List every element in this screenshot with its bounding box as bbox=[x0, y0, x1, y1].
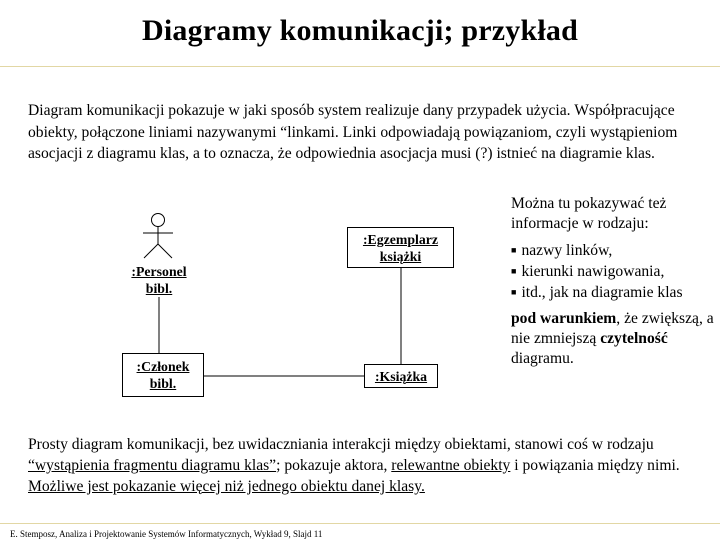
object-egzemplarz-line2: książki bbox=[379, 248, 422, 264]
page-title: Diagramy komunikacji; przykład bbox=[141, 14, 579, 47]
object-czlonek-line2: bibl. bbox=[149, 376, 177, 391]
side-list bbox=[511, 240, 716, 303]
bullet-icon: ■ bbox=[511, 266, 517, 276]
actor-label-line1: :Personel bbox=[131, 264, 187, 279]
object-czlonek bbox=[122, 353, 204, 397]
object-ksiazka-label: :Książka bbox=[374, 368, 428, 384]
side-condition: pod warunkiem, że zwiększą, a nie zmniejszą czytelność diagramu. bbox=[511, 310, 714, 367]
footer-divider bbox=[0, 523, 720, 524]
list-item: ■ nazwy linków, bbox=[511, 242, 613, 259]
bullet-icon: ■ bbox=[511, 287, 517, 297]
object-ksiazka bbox=[364, 364, 438, 388]
object-czlonek-line1: :Członek bbox=[136, 359, 190, 374]
actor-icon bbox=[143, 214, 173, 259]
actor-label-line2: bibl. bbox=[145, 281, 173, 296]
object-egzemplarz bbox=[347, 227, 454, 268]
side-lead: Można tu pokazywać też informacje w rodzaju: bbox=[511, 195, 667, 232]
actor-label bbox=[120, 263, 198, 297]
bullet-icon: ■ bbox=[511, 245, 517, 255]
object-egzemplarz-line1: :Egzemplarz bbox=[362, 231, 439, 247]
summary-paragraph: Prosty diagram komunikacji, bez uwidaczniania interakcji między obiektami, stanowi coś w rodzaju “wystąpienia fragmentu diagramu klas”; pokazuje aktora, relewantne obiekty i powiązania między nimi. Możliwe jest pokazanie więcej niż jednego obiektu danej klasy. bbox=[28, 436, 680, 495]
summary-highlight-1: “wystąpienia fragmentu diagramu klas” bbox=[28, 457, 277, 474]
list-item: ■ itd., jak na diagramie klas bbox=[511, 284, 683, 301]
intro-paragraph: Diagram komunikacji pokazuje w jaki sposób system realizuje dany przypadek użycia. Współpracujące obiekty, połączone liniami nazywanymi “linkami. Linki odpowiadają powiązaniom, czyli wystąpieniom asocjacji z diagramu klas, a to oznacza, że odpowiednia asocjacja musi (?) istnieć na diagramie klas. bbox=[28, 102, 678, 162]
side-notes bbox=[511, 194, 716, 369]
list-item: ■ kierunki nawigowania, bbox=[511, 263, 665, 280]
summary-highlight-2: relewantne obiekty bbox=[391, 457, 511, 474]
footer: E. Stemposz, Analiza i Projektowanie Systemów Informatycznych, Wykład 9, Slajd 11 bbox=[10, 529, 323, 539]
summary-highlight-3: Możliwe jest pokazanie więcej niż jednego obiektu danej klasy. bbox=[28, 478, 425, 495]
